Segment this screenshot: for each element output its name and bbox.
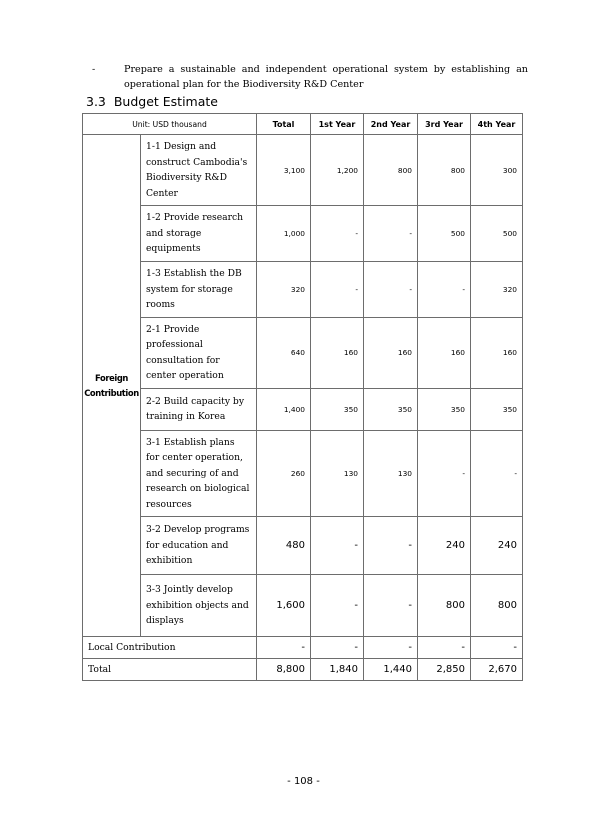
column-header-total: Total — [257, 114, 311, 135]
cell-1st-year: - — [311, 262, 364, 318]
table-row — [83, 262, 523, 318]
cell-2nd-year: - — [364, 575, 418, 637]
cell-2nd-year: 130 — [364, 430, 418, 517]
unit-label: Unit: USD thousand — [83, 114, 257, 135]
cell-total: 640 — [257, 317, 311, 388]
row-item-label: 1-3 Establish the DB system for storage rooms — [141, 262, 257, 318]
table-row — [83, 430, 523, 517]
table-row — [83, 575, 523, 637]
row-item-label: 2-1 Provide professional consultation for center operation — [141, 317, 257, 388]
cell-2nd-year: - — [364, 517, 418, 575]
cell-2nd-year: 160 — [364, 317, 418, 388]
cell-4th-year: 800 — [471, 575, 523, 637]
cell-1st-year: - — [311, 206, 364, 262]
table-header-row — [83, 114, 523, 135]
cell-2nd-year: - — [364, 637, 418, 659]
cell-4th-year: 240 — [471, 517, 523, 575]
cell-3rd-year: 500 — [418, 206, 471, 262]
cell-total: 480 — [257, 517, 311, 575]
cell-4th-year: 160 — [471, 317, 523, 388]
table-row — [83, 317, 523, 388]
cell-3rd-year: - — [418, 430, 471, 517]
row-item-label: 3-3 Jointly develop exhibition objects and displays — [141, 575, 257, 637]
cell-total: 1,400 — [257, 388, 311, 430]
row-item-label: 1-2 Provide research and storage equipments — [141, 206, 257, 262]
cell-1st-year: 1,840 — [311, 659, 364, 681]
cell-1st-year: 350 — [311, 388, 364, 430]
cell-total: 3,100 — [257, 135, 311, 206]
table-row — [83, 517, 523, 575]
cell-3rd-year: - — [418, 262, 471, 318]
column-header-1st-year: 1st Year — [311, 114, 364, 135]
column-header-3rd-year: 3rd Year — [418, 114, 471, 135]
cell-total: 320 — [257, 262, 311, 318]
cell-3rd-year: 800 — [418, 135, 471, 206]
cell-1st-year: - — [311, 637, 364, 659]
row-item-label: 2-2 Build capacity by training in Korea — [141, 388, 257, 430]
table-row — [83, 206, 523, 262]
cell-4th-year: 320 — [471, 262, 523, 318]
cell-4th-year: 300 — [471, 135, 523, 206]
row-item-label: 1-1 Design and construct Cambodia's Biodiversity R&D Center — [141, 135, 257, 206]
cell-2nd-year: - — [364, 206, 418, 262]
budget-table — [82, 113, 523, 681]
table-row — [83, 388, 523, 430]
cell-3rd-year: 2,850 — [418, 659, 471, 681]
cell-2nd-year: 350 — [364, 388, 418, 430]
cell-1st-year: - — [311, 517, 364, 575]
cell-total: 260 — [257, 430, 311, 517]
section-number: 3.3 — [86, 94, 106, 109]
cell-1st-year: 1,200 — [311, 135, 364, 206]
table-row — [83, 135, 523, 206]
cell-2nd-year: 800 — [364, 135, 418, 206]
foreign-contribution-label: Foreign Contribution — [83, 135, 141, 637]
section-title: Budget Estimate — [113, 94, 218, 109]
cell-total: - — [257, 637, 311, 659]
local-contribution-label: Local Contribution — [83, 637, 257, 659]
row-item-label: 3-2 Develop programs for education and exhibition — [141, 517, 257, 575]
cell-4th-year: - — [471, 637, 523, 659]
local-contribution-row — [83, 637, 523, 659]
cell-1st-year: 160 — [311, 317, 364, 388]
page-number: - 108 - — [287, 776, 320, 787]
cell-4th-year: 2,670 — [471, 659, 523, 681]
intro-text: Prepare a sustainable and independent operational system by establishing an operational plan for the Biodiversity R&D Center — [124, 64, 528, 90]
cell-4th-year: 500 — [471, 206, 523, 262]
column-header-2nd-year: 2nd Year — [364, 114, 418, 135]
cell-1st-year: 130 — [311, 430, 364, 517]
cell-1st-year: - — [311, 575, 364, 637]
intro-bullet — [92, 62, 528, 92]
cell-4th-year: - — [471, 430, 523, 517]
column-header-4th-year: 4th Year — [471, 114, 523, 135]
cell-4th-year: 350 — [471, 388, 523, 430]
cell-2nd-year: - — [364, 262, 418, 318]
cell-total: 1,000 — [257, 206, 311, 262]
cell-3rd-year: 240 — [418, 517, 471, 575]
cell-total: 1,600 — [257, 575, 311, 637]
row-item-label: 3-1 Establish plans for center operation, and securing of and research on biological resources — [141, 430, 257, 517]
cell-2nd-year: 1,440 — [364, 659, 418, 681]
cell-3rd-year: 160 — [418, 317, 471, 388]
section-heading — [86, 94, 218, 109]
cell-3rd-year: 350 — [418, 388, 471, 430]
total-label: Total — [83, 659, 257, 681]
cell-3rd-year: 800 — [418, 575, 471, 637]
cell-total: 8,800 — [257, 659, 311, 681]
bullet-dash: - — [92, 64, 96, 75]
total-row — [83, 659, 523, 681]
cell-3rd-year: - — [418, 637, 471, 659]
